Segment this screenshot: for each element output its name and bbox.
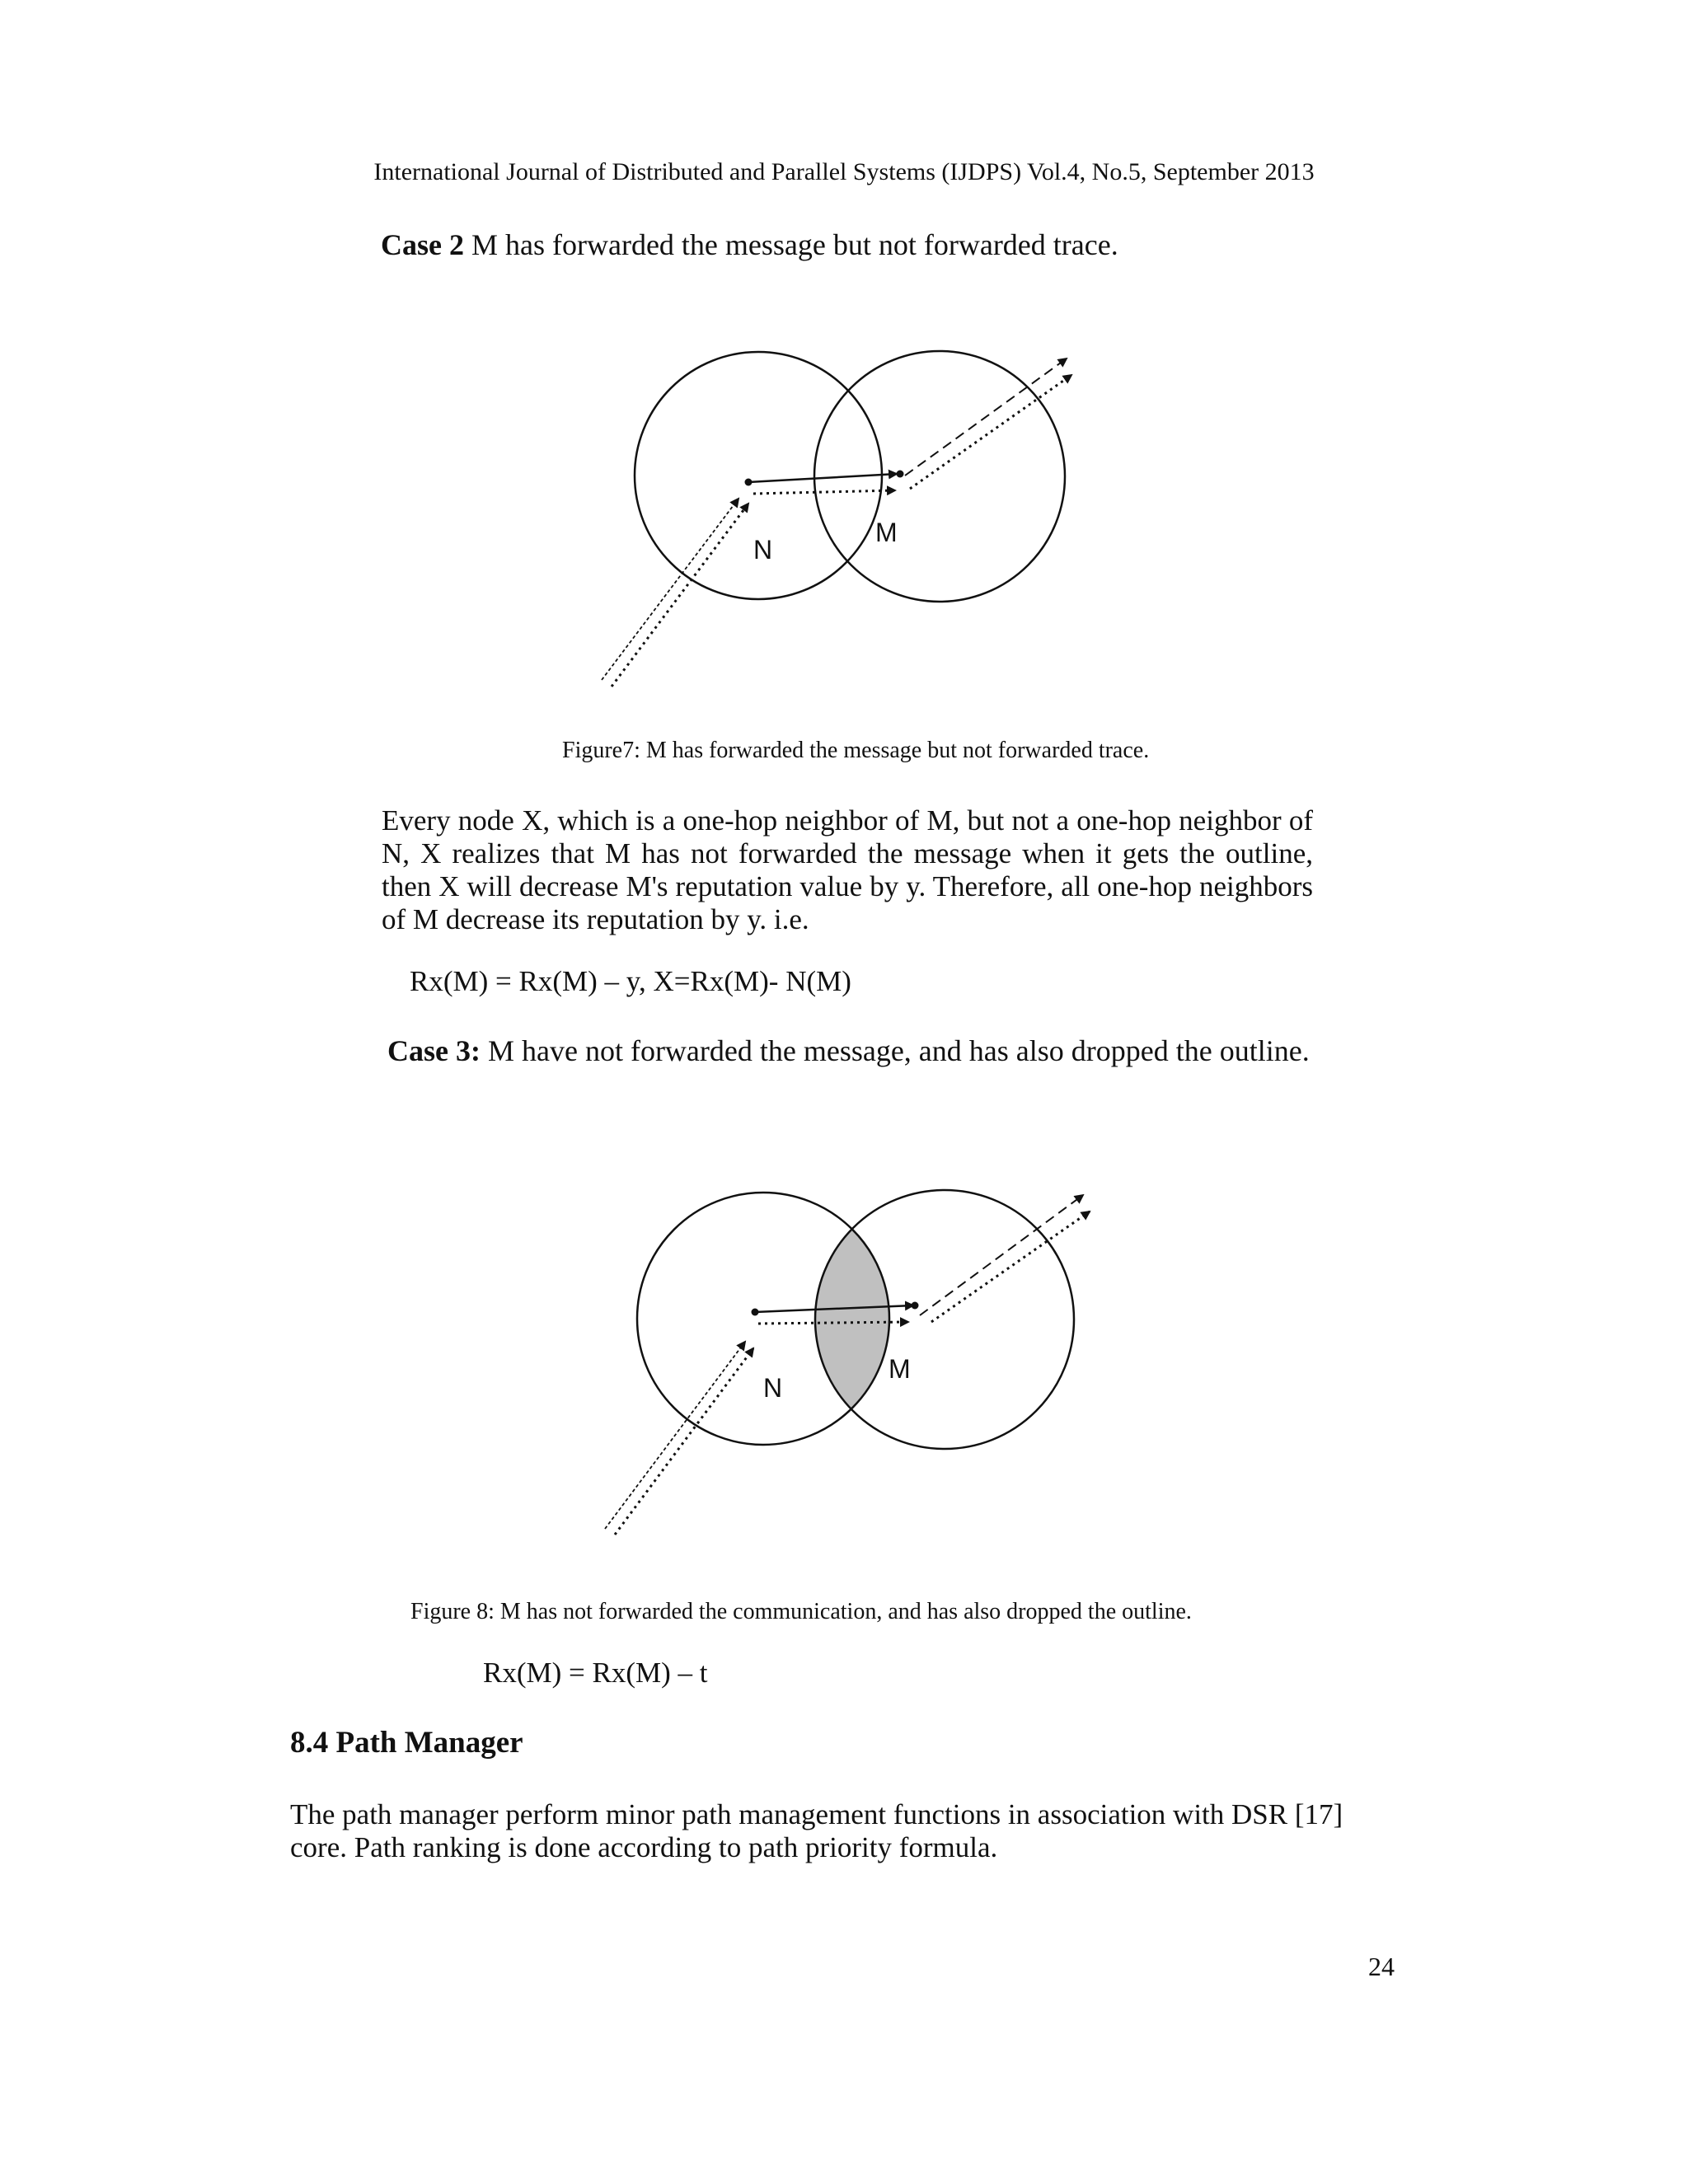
case-2-label: Case 2 — [381, 228, 464, 261]
node-m-label: M — [889, 1354, 911, 1384]
n-to-m-solid-path — [748, 474, 897, 482]
incoming-solid-path — [602, 499, 738, 680]
case-3-label: Case 3: — [387, 1034, 481, 1067]
paragraph-path-manager: The path manager perform minor path management functions in association with DSR [17] core. Path ranking is done according to path priority formula. — [290, 1798, 1343, 1863]
journal-header: International Journal of Distributed and Parallel Systems (IJDPS) Vol.4, No.5, September 2013 — [373, 158, 1315, 185]
node-m-dot — [897, 471, 904, 478]
outgoing-dashed-path — [905, 359, 1067, 476]
figure-7-diagram — [577, 293, 1104, 705]
node-n-label: N — [753, 535, 773, 565]
shared-neighborhood-region — [815, 1190, 1074, 1449]
node-n-dot — [745, 479, 753, 486]
case-3-text: M have not forwarded the message, and has also dropped the outline. — [480, 1034, 1310, 1067]
section-heading: 8.4 Path Manager — [290, 1726, 523, 1760]
formula-1: Rx(M) = Rx(M) – y, X=Rx(M)- N(M) — [410, 965, 851, 997]
incoming-solid-path — [605, 1342, 745, 1529]
case-2-text: M has forwarded the message but not forwarded trace. — [464, 228, 1118, 261]
page-number: 24 — [1368, 1952, 1395, 1981]
n-to-m-dotted-path — [753, 490, 895, 494]
formula-2: Rx(M) = Rx(M) – t — [483, 1657, 708, 1689]
figure-7-caption: Figure7: M has forwarded the message but not forwarded trace. — [562, 738, 1150, 763]
node-n-dot — [752, 1309, 759, 1316]
outgoing-dotted-path — [931, 1212, 1090, 1322]
figure-8-diagram — [577, 1121, 1104, 1549]
figure-8-caption: Figure 8: M has not forwarded the communication, and has also dropped the outline. — [410, 1599, 1192, 1624]
outgoing-dashed-path — [920, 1195, 1083, 1315]
node-m-dot — [912, 1302, 919, 1310]
paragraph-reputation: Every node X, which is a one-hop neighbor of M, but not a one-hop neighbor of N, X realizes that M has not forwarded the message when it gets the outline, then X will decrease M's reputation value by y. Therefore, all one-hop neighbors of M decrease its reputation by y. i.e. — [382, 804, 1313, 935]
case-3-line — [387, 1033, 1310, 1068]
case-2-line — [381, 227, 1118, 262]
node-m-label: M — [875, 518, 898, 547]
node-n-label: N — [763, 1373, 783, 1403]
outgoing-dotted-path — [910, 375, 1071, 489]
